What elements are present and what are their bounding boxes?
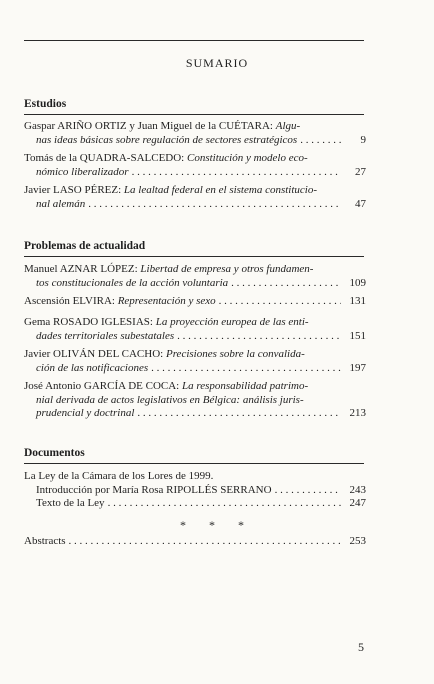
- entry-page: 109: [349, 276, 366, 289]
- toc-entry: [24, 348, 366, 375]
- toc-entry-abstracts: [24, 535, 366, 549]
- entry-title-rest: dades territoriales subestatales: [36, 329, 175, 342]
- toc-entry: [24, 120, 366, 147]
- document-item-page: 243: [349, 483, 366, 496]
- toc-entry: [24, 316, 366, 343]
- entry-title-rest: nas ideas básicas sobre regulación de sectores estratégicos: [36, 133, 298, 146]
- entry-author: Manuel AZNAR LÓPEZ:: [24, 263, 138, 275]
- entry-author: José Antonio GARCÍA DE COCA:: [24, 380, 180, 392]
- page-number: 5: [358, 640, 364, 654]
- entry-title-rest: nómico liberalizador: [36, 165, 129, 178]
- toc-entry: [24, 380, 366, 421]
- entry-page: 27: [355, 165, 366, 178]
- entry-page: 213: [349, 407, 366, 419]
- entry-author: Javier OLIVÁN DEL CACHO:: [24, 348, 164, 360]
- abstracts-page: 253: [349, 535, 366, 547]
- entry-title-start: Representación y sexo: [117, 295, 216, 307]
- section-heading-estudios: Estudios: [24, 98, 67, 110]
- section-rule-estudios: [24, 114, 364, 115]
- entry-title-rest: prudencial y doctrinal: [36, 407, 135, 419]
- entry-title-rest: nal alemán: [36, 197, 86, 210]
- abstracts-label: Abstracts: [24, 535, 66, 547]
- document-item-page: 247: [349, 497, 366, 509]
- entry-title-start: Libertad de empresa y otros fundamen-: [140, 263, 314, 275]
- document-title: La Ley de la Cámara de los Lores de 1999.: [24, 470, 214, 482]
- toc-entry: [24, 152, 366, 179]
- section-separator-stars: * * *: [180, 518, 254, 532]
- entry-author: Gema ROSADO IGLESIAS:: [24, 316, 153, 328]
- entry-title-start: La responsabilidad patrimo-: [182, 380, 309, 392]
- toc-entry: [24, 295, 366, 309]
- top-rule: [24, 40, 364, 41]
- entry-title-start: La lealtad federal en el sistema constitucio-: [123, 184, 318, 196]
- entry-page: 47: [355, 197, 366, 210]
- entry-page: 131: [349, 295, 366, 307]
- entry-page: 197: [349, 361, 366, 374]
- entry-title-start: Algu-: [275, 120, 301, 132]
- section-heading-documentos: Documentos: [24, 447, 85, 459]
- entry-author: Ascensión ELVIRA:: [24, 295, 115, 307]
- toc-entry-document: [24, 470, 366, 511]
- entry-page: 9: [360, 133, 366, 146]
- entry-title-mid: nial derivada de actos legislativos en Bélgica: análisis juris-: [36, 393, 304, 406]
- page-title: SUMARIO: [185, 56, 249, 70]
- section-heading-problemas: Problemas de actualidad: [24, 240, 146, 252]
- entry-title-start: La proyección europea de las enti-: [155, 316, 309, 328]
- entry-author: Javier LASO PÉREZ:: [24, 184, 122, 196]
- entry-title-rest: tos constitucionales de la acción voluntaria: [36, 276, 229, 289]
- entry-title-rest: ción de las notificaciones: [36, 361, 149, 374]
- entry-title-start: Constitución y modelo eco-: [187, 152, 308, 164]
- section-rule-problemas: [24, 256, 364, 257]
- entry-author: Tomás de la QUADRA-SALCEDO:: [24, 152, 185, 164]
- entry-page: 151: [349, 329, 366, 342]
- toc-entry: [24, 184, 366, 211]
- toc-entry: [24, 263, 366, 290]
- document-item-label: Texto de la Ley: [36, 497, 105, 509]
- section-rule-documentos: [24, 463, 364, 464]
- entry-title-start: Precisiones sobre la convalida-: [165, 348, 305, 360]
- document-item-label: Introducción por María Rosa RIPOLLÉS SERRANO: [36, 483, 272, 496]
- entry-author: Gaspar ARIÑO ORTIZ y Juan Miguel de la CUÉTARA:: [24, 120, 273, 132]
